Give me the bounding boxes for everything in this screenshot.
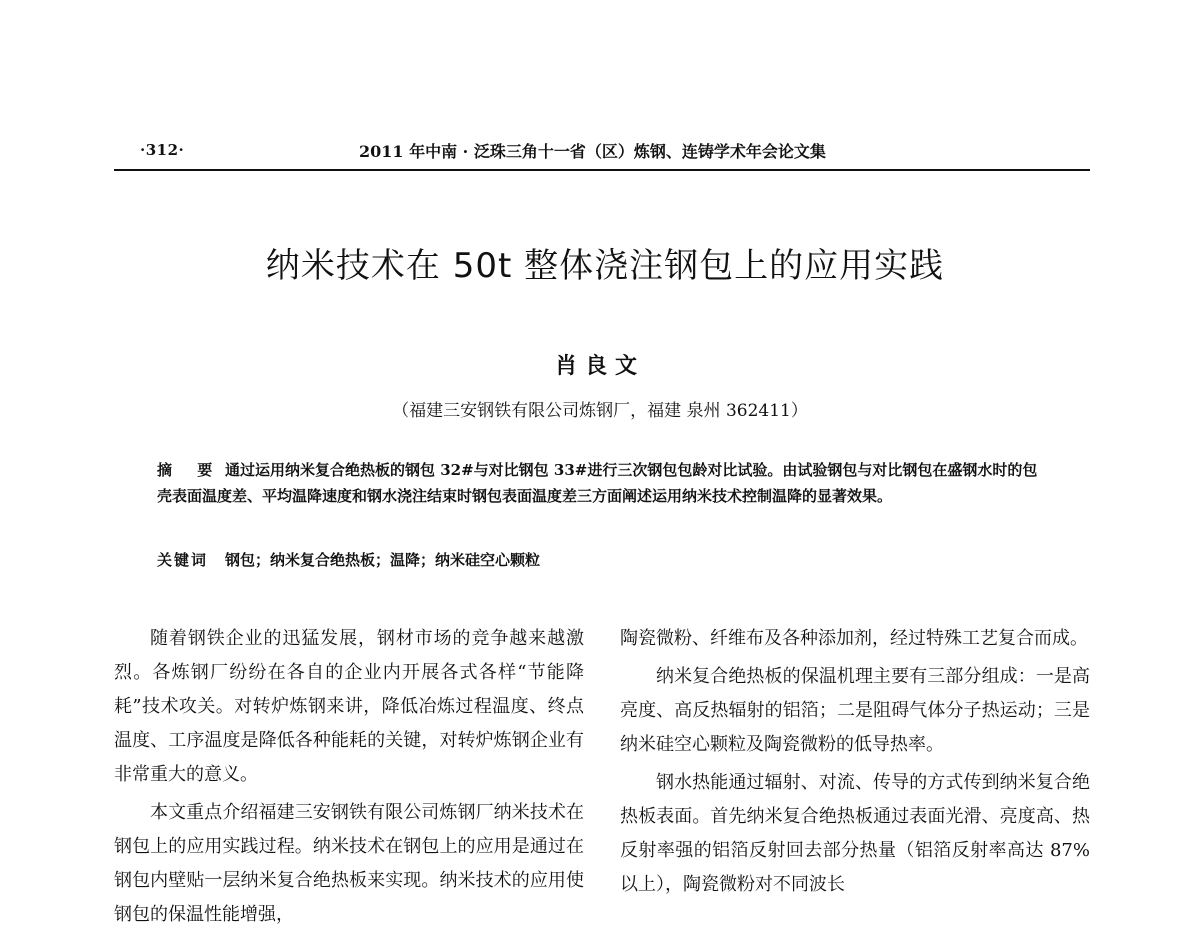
article-title: 纳米技术在 50t 整体浇注钢包上的应用实践 xyxy=(265,246,945,286)
author-name: 肖良文 xyxy=(554,353,645,379)
author-affiliation: （福建三安钢铁有限公司炼钢厂，福建 泉州 362411） xyxy=(392,401,808,421)
body-paragraph: 随着钢铁企业的迅猛发展，钢材市场的竞争越来越激烈。各炼钢厂纷纷在各自的企业内开展各式各样“节能降耗”技术攻关。对转炉炼钢来讲，降低冶炼过程温度、终点温度、工序温度是降低各种能耗的关键，对转炉炼钢企业有非常重大的意义。 xyxy=(114,628,584,785)
abstract-section xyxy=(157,457,1052,509)
abstract-label: 摘 要 xyxy=(157,461,223,479)
header-rule xyxy=(114,169,1090,171)
body-paragraph-continued: 陶瓷微粉、纤维布及各种添加剂，经过特殊工艺复合而成。 xyxy=(620,628,1088,649)
right-body-column xyxy=(620,622,1090,906)
page-number: ·312· xyxy=(140,141,185,159)
body-paragraph: 纳米复合绝热板的保温机理主要有三部分组成：一是高亮度、高反热辐射的铝箔；二是阻碍气体分子热运动；三是纳米硅空心颗粒及陶瓷微粉的低导热率。 xyxy=(620,666,1090,755)
body-paragraph: 钢水热能通过辐射、对流、传导的方式传到纳米复合绝热板表面。首先纳米复合绝热板通过表面光滑、亮度高、热反射率强的铝箔反射回去部分热量（铝箔反射率高达 87% 以上），陶瓷微粉对不同波长 xyxy=(620,772,1090,895)
body-paragraph: 本文重点介绍福建三安钢铁有限公司炼钢厂纳米技术在钢包上的应用实践过程。纳米技术在钢包上的应用是通过在钢包内壁贴一层纳米复合绝热板来实现。纳米技术的应用使钢包的保温性能增强， xyxy=(114,802,584,925)
running-header xyxy=(114,133,1090,167)
left-body-column xyxy=(114,622,584,936)
keywords-section xyxy=(157,548,1052,572)
keywords-label: 关键词 xyxy=(157,551,209,569)
journal-title: 2011 年中南 · 泛珠三角十一省（区）炼钢、连铸学术年会论文集 xyxy=(359,142,826,161)
abstract-text: 通过运用纳米复合绝热板的钢包 32#与对比钢包 33#进行三次钢包包龄对比试验。由试验钢包与对比钢包在盛钢水时的包壳表面温度差、平均温降速度和钢水浇注结束时钢包表面温度差三方面阐述运用纳米技术控制温降的显著效果。 xyxy=(157,461,1038,505)
keywords-text: 钢包；纳米复合绝热板；温降；纳米硅空心颗粒 xyxy=(225,551,541,569)
